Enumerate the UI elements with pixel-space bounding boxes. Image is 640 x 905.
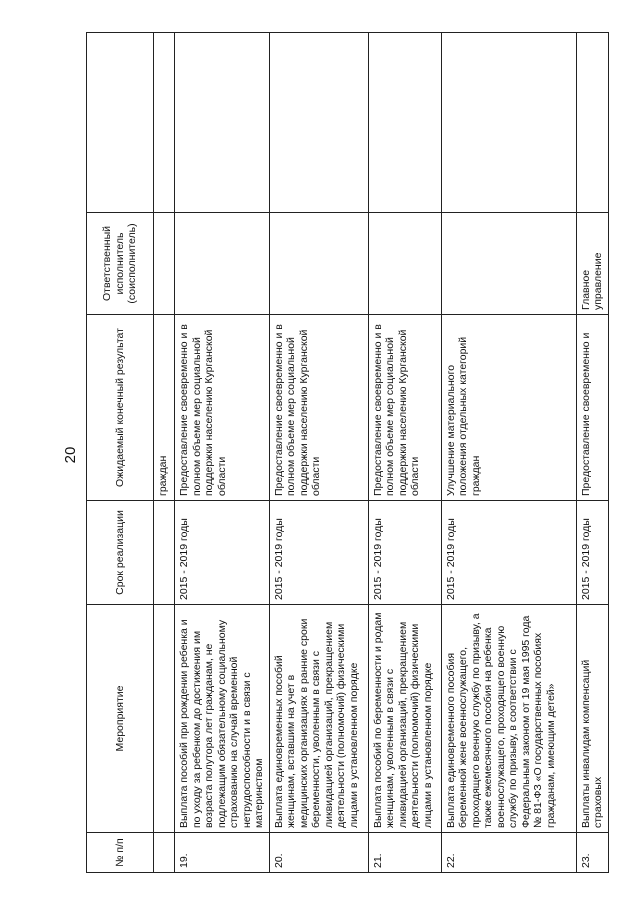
cell-result: граждан	[154, 315, 175, 501]
cell-extra	[175, 33, 270, 213]
cell-responsible	[175, 213, 270, 315]
cell-result: Улучшение материального положения отдельных категорий граждан	[441, 315, 576, 501]
cell-measure: Выплата пособий по беременности и родам женщинам, уволенным в связи с ликвидацией организаций, прекращением деятельности (полномочий) физическими лицами в установленном порядке	[368, 605, 441, 833]
cell-responsible	[368, 213, 441, 315]
cell-responsible	[269, 213, 368, 315]
table-row	[576, 33, 608, 873]
header-responsible: Ответственный исполнитель (соисполнитель)	[87, 213, 154, 315]
header-extra	[87, 33, 154, 213]
cell-responsible: Главное управление	[576, 213, 608, 315]
cell-num: 21.	[368, 833, 441, 873]
cell-measure: Выплата пособий при рождении ребенка и по уходу за ребенком до достижения им возраста полутора лет гражданам, не подлежащим обязательному социальному страхованию на случай временной нетрудоспособности и в связи с материнством	[175, 605, 270, 833]
cell-measure: Выплаты инвалидам компенсаций страховых	[576, 605, 608, 833]
table-row	[441, 33, 576, 873]
cell-term	[154, 501, 175, 605]
cell-measure: Выплата единовременных пособий женщинам, вставшим на учет в медицинских организациях в ранние сроки беременности, уволенным в связи с ликвидацией организаций, прекращением деятельности (полномочий) физическими лицами в установленном порядке	[269, 605, 368, 833]
cell-term: 2015 - 2019 годы	[368, 501, 441, 605]
cell-extra	[576, 33, 608, 213]
cell-result: Предоставление своевременно и	[576, 315, 608, 501]
header-result: Ожидаемый конечный результат	[87, 315, 154, 501]
cell-measure: Выплата единовременного пособия беременной жене военнослужащего, проходящего военную службу по призыву, а также ежемесячного пособия на ребенка военнослужащего, проходящего военную службу по призыву, в соответствии с Федеральным законом от 19 мая 1995 года № 81-ФЗ «О государственных пособиях гражданам, имеющим детей»	[441, 605, 576, 833]
cell-term: 2015 - 2019 годы	[175, 501, 270, 605]
cell-result: Предоставление своевременно и в полном объеме мер социальной поддержки населению Курганской области	[175, 315, 270, 501]
page-number: 20	[62, 446, 79, 464]
cell-result: Предоставление своевременно и в полном объеме мер социальной поддержки населению Курганской области	[368, 315, 441, 501]
table-row	[368, 33, 441, 873]
cell-result: Предоставление своевременно и в полном объеме мер социальной поддержки населению Курганской области	[269, 315, 368, 501]
cell-extra	[441, 33, 576, 213]
cell-term: 2015 - 2019 годы	[269, 501, 368, 605]
cell-responsible	[441, 213, 576, 315]
cell-term: 2015 - 2019 годы	[576, 501, 608, 605]
cell-num: 20.	[269, 833, 368, 873]
measures-table	[86, 32, 609, 873]
table-row	[269, 33, 368, 873]
continuation-row	[154, 33, 175, 873]
header-num: № п/п	[87, 833, 154, 873]
cell-num: 19.	[175, 833, 270, 873]
cell-extra	[269, 33, 368, 213]
cell-term: 2015 - 2019 годы	[441, 501, 576, 605]
header-term: Срок реализации	[87, 501, 154, 605]
table-header-row	[87, 33, 154, 873]
cell-num	[154, 833, 175, 873]
cell-num: 23.	[576, 833, 608, 873]
cell-extra	[154, 33, 175, 213]
header-measure: Мероприятие	[87, 605, 154, 833]
cell-extra	[368, 33, 441, 213]
cell-measure	[154, 605, 175, 833]
table-row	[175, 33, 270, 873]
cell-responsible	[154, 213, 175, 315]
cell-num: 22.	[441, 833, 576, 873]
